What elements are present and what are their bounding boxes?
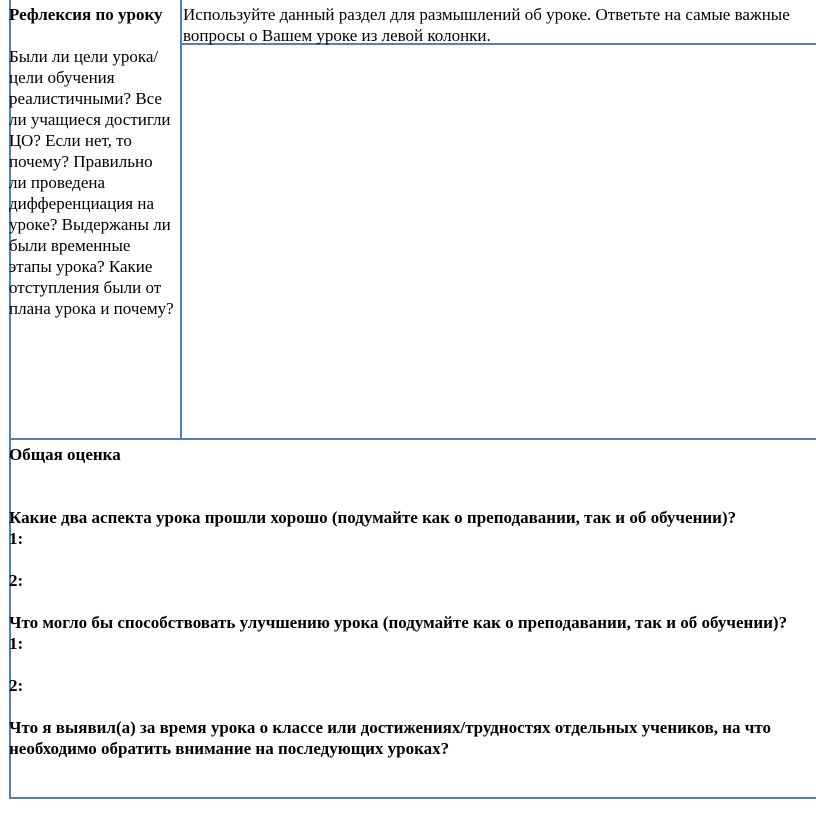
summary-q1-item-1: 1: — [9, 529, 24, 548]
reflection-instruction: Используйте данный раздел для размышлений об уроке. Ответьте на самые важные вопросы о Вашем уроке из левой колонки. — [183, 5, 790, 45]
summary-question-2: Что могло бы способствовать улучшению урока (подумайте как о преподавании, так и об обучении)? — [9, 613, 788, 632]
summary-q1-item-2: 2: — [9, 571, 24, 590]
summary-q2-item-2: 2: — [9, 676, 24, 695]
reflection-left-cell — [9, 4, 174, 319]
reflection-title: Рефлексия по уроку — [9, 5, 163, 24]
summary-q2-item-1: 1: — [9, 634, 24, 653]
section-divider — [9, 438, 816, 440]
summary-title: Общая оценка — [9, 445, 121, 464]
summary-cell — [9, 444, 799, 759]
summary-question-1: Какие два аспекта урока прошли хорошо (подумайте как о преподавании, так и об обучении)? — [9, 508, 737, 527]
reflection-questions: Были ли цели урока/цели обучения реалистичными? Все ли учащиеся достигли ЦО? Если нет, то почему? Правильно ли проведена дифференциация на уроке? Выдержаны ли были временные этапы урока? Какие отступления были от плана урока и почему? — [9, 47, 174, 318]
column-divider — [180, 0, 182, 440]
table-border-bottom — [9, 797, 816, 799]
summary-question-3: Что я выявил(а) за время урока о классе или достижениях/трудностях отдельных учеников, на что необходимо обратить внимание на последующих уроках? — [9, 718, 772, 758]
